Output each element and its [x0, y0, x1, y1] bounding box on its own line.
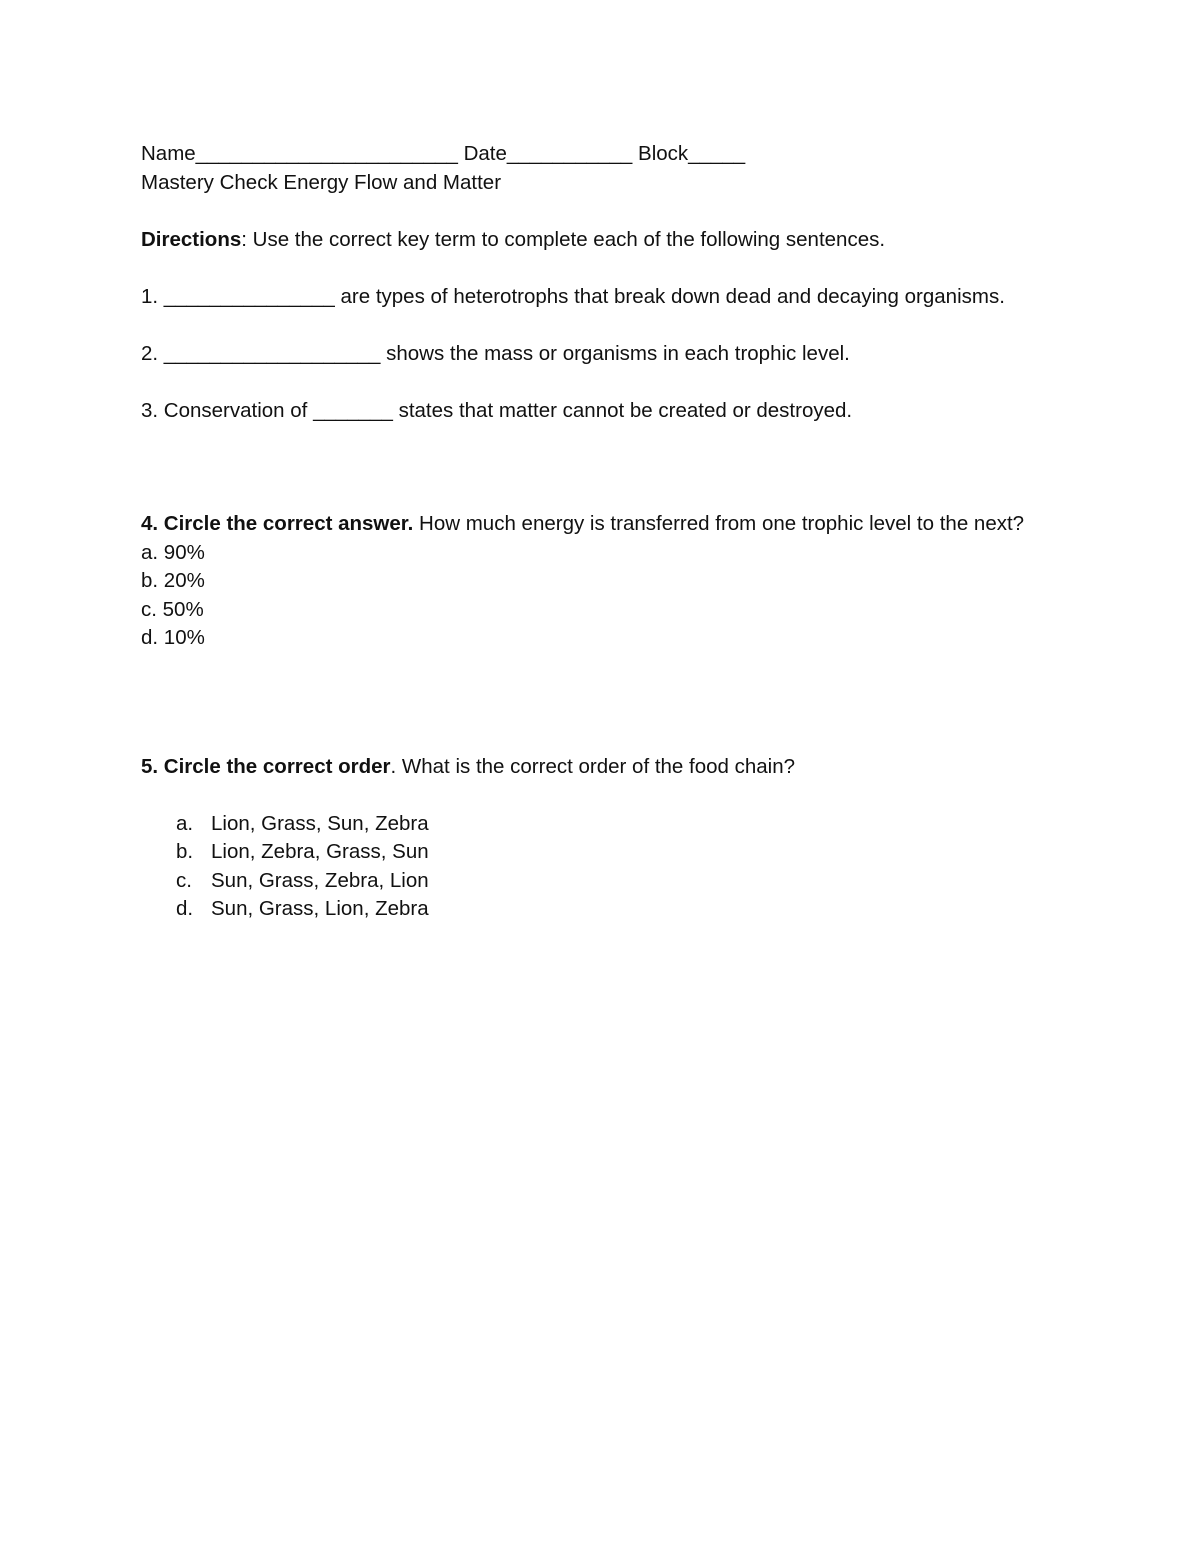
order-choice-text: Sun, Grass, Zebra, Lion: [211, 868, 429, 892]
order-choice-letter: c.: [176, 868, 192, 892]
question-3: 3. Conservation of _______ states that matter cannot be created or destroyed.: [141, 398, 853, 422]
order-choice-text: Sun, Grass, Lion, Zebra: [211, 897, 429, 920]
worksheet-page: [141, 140, 1041, 924]
question-5-text: . What is the correct order of the food chain?: [390, 754, 796, 778]
order-choice-b[interactable]: [141, 838, 1041, 867]
order-choice-text: Lion, Grass, Sun, Zebra: [211, 811, 429, 835]
choice-d[interactable]: d. 10%: [141, 626, 205, 649]
worksheet-title: Mastery Check Energy Flow and Matter: [141, 170, 502, 194]
order-choice-letter: b.: [176, 840, 194, 863]
directions: [141, 226, 1041, 255]
name-date-block-line: Name_______________________ Date___________ Block_____: [141, 142, 746, 165]
question-2: 2. ___________________ shows the mass or organisms in each trophic level.: [141, 341, 850, 365]
order-choice-d[interactable]: [141, 895, 1041, 924]
directions-label: Directions: [141, 227, 242, 251]
choice-b[interactable]: b. 20%: [141, 569, 205, 592]
question-4-label: 4. Circle the correct answer.: [141, 512, 414, 535]
question-5: [141, 753, 1041, 782]
choice-a[interactable]: a. 90%: [141, 540, 205, 564]
order-choice-c[interactable]: [141, 867, 1041, 896]
question-4-text: How much energy is transferred from one trophic level to the next?: [413, 512, 1025, 535]
directions-text: : Use the correct key term to complete each of the following sentences.: [241, 227, 886, 251]
order-choice-letter: d.: [176, 897, 194, 920]
question-4-choices: [141, 539, 1041, 653]
choice-c[interactable]: c. 50%: [141, 597, 204, 621]
question-4: [141, 510, 1041, 539]
order-choice-letter: a.: [176, 811, 194, 835]
order-choice-a[interactable]: [141, 810, 1041, 839]
question-5-choices: [141, 810, 1041, 924]
order-choice-text: Lion, Zebra, Grass, Sun: [211, 840, 429, 863]
question-5-label: 5. Circle the correct order: [141, 754, 391, 778]
question-1: 1. _______________ are types of heterotrophs that break down dead and decaying organisms.: [141, 284, 1005, 308]
